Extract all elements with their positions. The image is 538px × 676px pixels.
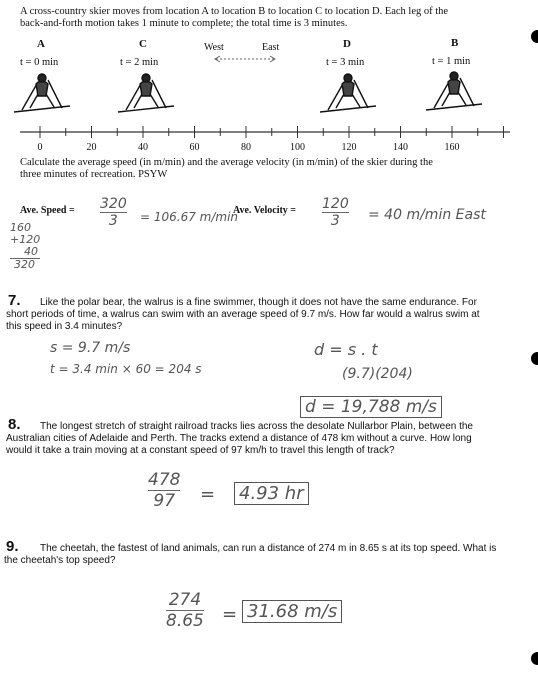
ave-speed-label: Ave. Speed = (20, 205, 75, 216)
location-b-time: t = 1 min (432, 56, 471, 67)
calc-prompt-line-1: Calculate the average speed (in m/min) and the average velocity (in m/min) of the skier during the (20, 157, 433, 168)
q8-work-fraction (148, 470, 180, 511)
ave-velocity-fraction (322, 196, 349, 229)
ave-speed-denominator: 3 (108, 213, 118, 229)
ave-velocity-label: Ave. Velocity = (233, 205, 297, 216)
location-d-letter: D (343, 38, 351, 50)
number-line (0, 120, 538, 144)
number-line-tick-label: 0 (37, 142, 43, 153)
q9-denominator: 8.65 (166, 611, 204, 631)
binder-hole-bottom (531, 652, 538, 665)
q7-answer-box: d = 19,788 m/s (300, 396, 442, 418)
q7-text-line-1: Like the polar bear, the walrus is a fine swimmer, though it does not have the same endurance. For (40, 297, 477, 308)
calc-prompt-line-2: three minutes of recreation. PSYW (20, 169, 168, 180)
location-c-time: t = 2 min (120, 57, 159, 68)
location-c-letter: C (139, 38, 147, 50)
number-line-tick-label: 20 (86, 142, 97, 153)
q8-number: 8. (8, 416, 21, 433)
location-a-letter: A (37, 38, 45, 50)
location-b-letter: B (451, 37, 459, 49)
intro-line-2: back-and-forth motion takes 1 minute to complete; the total time is 3 minutes. (20, 18, 348, 29)
q8-numerator: 478 (148, 470, 181, 490)
number-line-tick-label: 100 (290, 142, 305, 153)
q9-text-line-2: the cheetah's top speed? (4, 555, 116, 566)
ave-speed-numerator: 320 (100, 196, 127, 212)
direction-west-label: West (204, 42, 224, 53)
q7-work-speed: s = 9.7 m/s (50, 340, 131, 356)
binder-hole-top (531, 30, 538, 43)
location-a-time: t = 0 min (20, 57, 59, 68)
direction-arrow-icon (212, 54, 278, 64)
binder-hole-middle (531, 352, 538, 365)
q8-answer-box: 4.93 hr (234, 482, 309, 505)
ave-velocity-result: = 40 m/min East (368, 207, 486, 223)
ave-speed-result: = 106.67 m/min (140, 210, 239, 224)
speed-work-sum: 320 (14, 258, 35, 271)
q9-answer-box: 31.68 m/s (242, 600, 342, 623)
ave-velocity-denominator: 3 (330, 213, 340, 229)
q8-denominator: 97 (153, 491, 176, 511)
speed-work-line-2: +120 (10, 233, 41, 246)
number-line-tick-label: 80 (241, 142, 251, 153)
location-d-time: t = 3 min (326, 57, 365, 68)
q7-text-line-3: this speed in 3.4 minutes? (6, 321, 123, 332)
ave-velocity-numerator: 120 (322, 196, 349, 212)
q9-work-fraction (166, 590, 204, 631)
q7-work-substitution: (9.7)(204) (342, 366, 413, 382)
number-line-tick-label: 60 (189, 142, 200, 153)
skier-icon-a (12, 72, 72, 116)
number-line-tick-label: 140 (393, 142, 408, 153)
q8-equals-sign: = (200, 484, 216, 505)
ave-speed-work (10, 222, 40, 271)
q7-text-line-2: short periods of time, a walrus can swim with an average speed of 9.7 m/s. How far would a walrus swim at (6, 309, 480, 320)
q7-work-time: t = 3.4 min × 60 = 204 s (50, 362, 202, 376)
q8-text-line-2: Australian cities of Adelaide and Perth. The tracks extend a distance of 478 km without a curve. How long (6, 433, 472, 444)
number-line-tick-label: 120 (341, 142, 357, 153)
q7-work-formula: d = s . t (314, 340, 378, 359)
q8-text-line-3: would it take a train moving at a constant speed of 97 km/h to travel this length of track? (6, 445, 395, 456)
q9-number: 9. (6, 538, 19, 555)
speed-work-line-3: 40 (10, 246, 40, 259)
q9-text-line-1: The cheetah, the fastest of land animals, can run a distance of 274 m in 8.65 s at its top speed. What is (40, 543, 497, 554)
direction-east-label: East (262, 42, 280, 53)
q9-equals-sign: = (222, 604, 238, 625)
skier-icon-d (318, 72, 378, 116)
q9-numerator: 274 (168, 590, 202, 610)
skier-icon-c (116, 72, 176, 116)
number-line-tick-label: 160 (444, 142, 460, 153)
intro-line-1: A cross-country skier moves from location A to location B to location C to location D. Each leg of the (20, 6, 449, 17)
skier-icon-b (424, 70, 484, 114)
q8-text-line-1: The longest stretch of straight railroad tracks lies across the desolate Nullarbor Plain, between the (40, 421, 473, 432)
q7-number: 7. (8, 292, 21, 309)
ave-speed-fraction (100, 196, 127, 229)
number-line-tick-label: 40 (138, 142, 148, 153)
speed-work-line-1: 160 (10, 221, 31, 234)
